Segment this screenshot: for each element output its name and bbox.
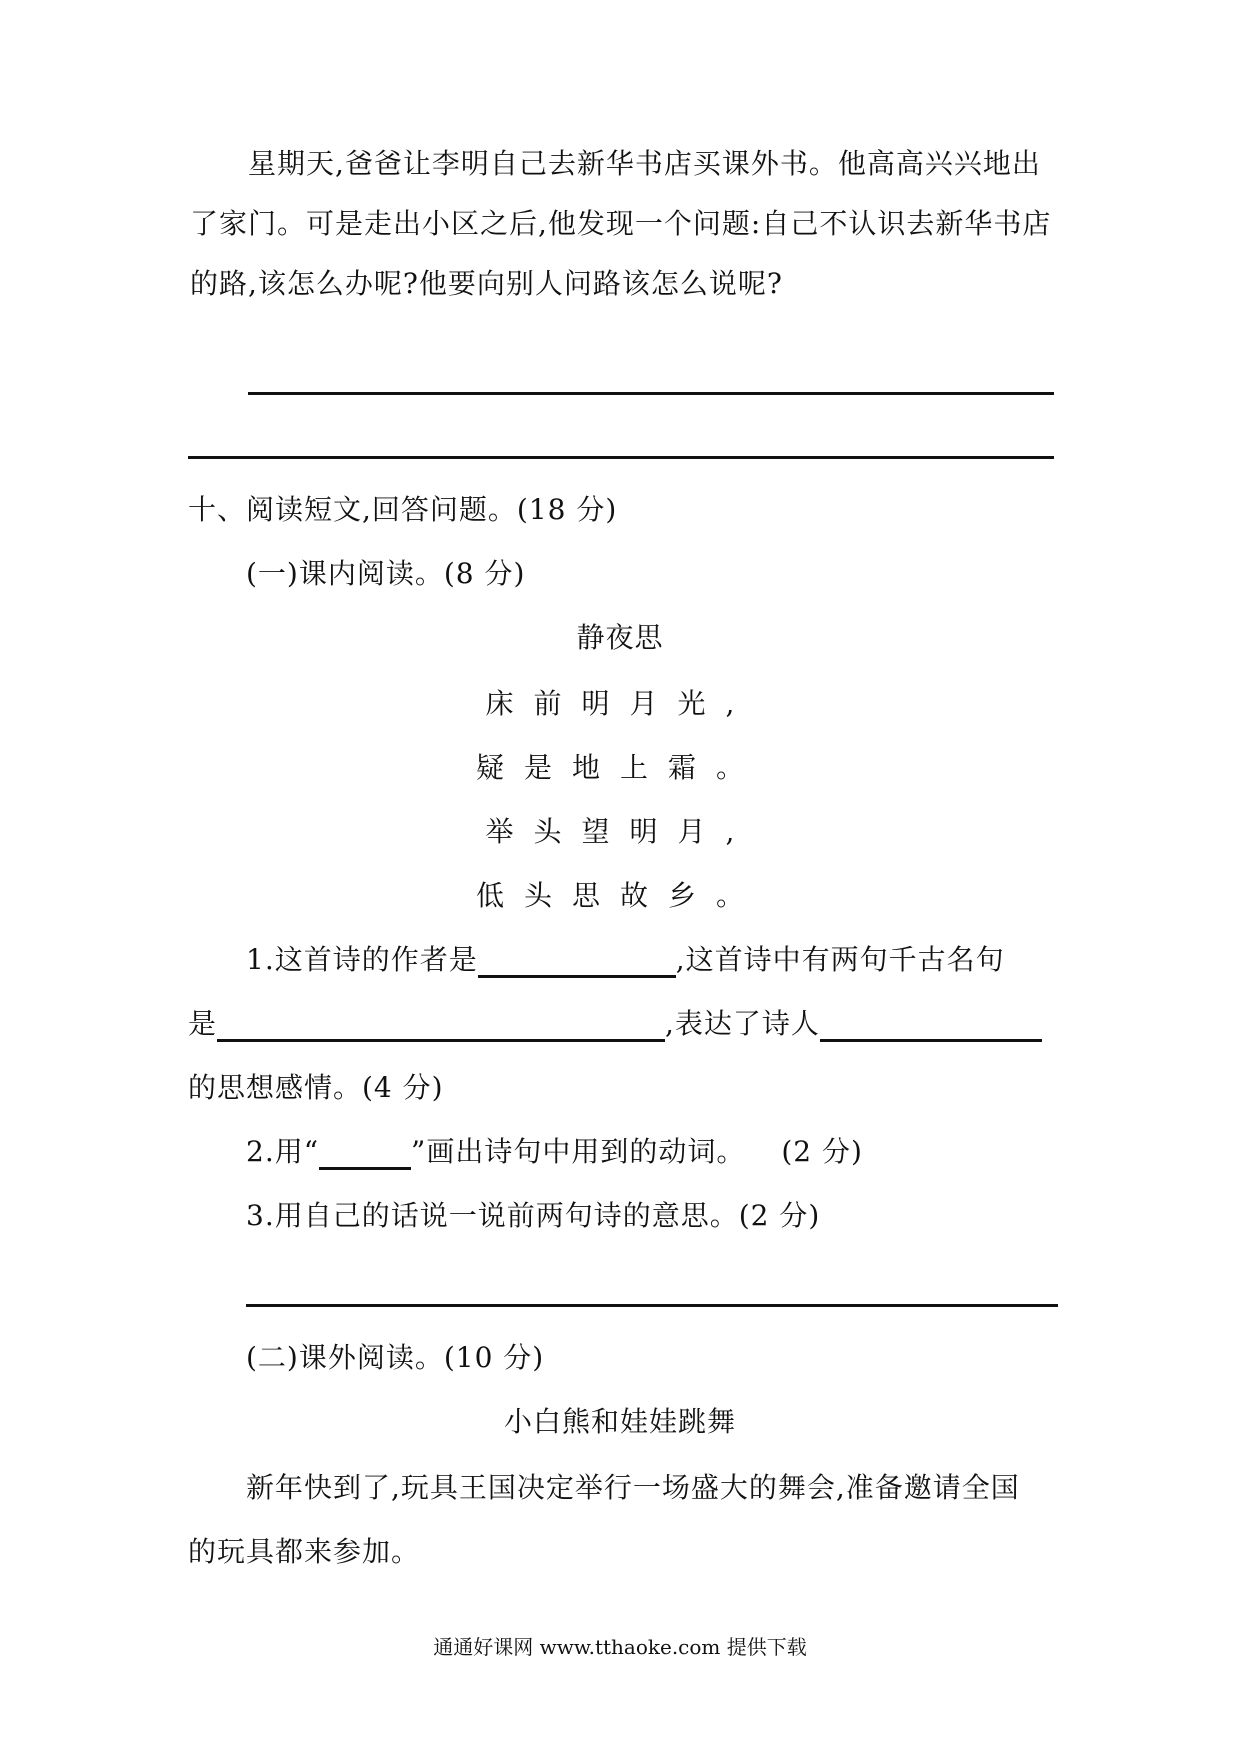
passage-line-2: 了家门。可是走出小区之后,他发现一个问题:自己不认识去新华书店: [190, 207, 1052, 240]
question-1-text: 是: [188, 1007, 218, 1040]
question-2-score: (2 分): [781, 1135, 863, 1168]
poem-title: 静夜思: [576, 621, 664, 654]
answer-line[interactable]: [246, 1304, 1058, 1307]
question-1-text: 1.这首诗的作者是: [246, 943, 478, 976]
answer-line[interactable]: [248, 392, 1054, 395]
footer-credit: 通通好课网 www.tthaoke.com 提供下载: [433, 1635, 807, 1659]
passage-line-1: 星期天,爸爸让李明自己去新华书店买课外书。他高高兴兴地出: [248, 147, 1041, 180]
question-1-text: ,这首诗中有两句千古名句: [675, 943, 1005, 976]
story-line-2: 的玩具都来参加。: [188, 1535, 421, 1568]
question-1-line-1: [246, 942, 1005, 978]
question-1-line-3: 的思想感情。(4 分): [188, 1071, 444, 1104]
question-1-text: ,表达了诗人: [665, 1007, 820, 1040]
poem-line: 低头思故乡。: [475, 879, 764, 912]
part1-heading: (一)课内阅读。(8 分): [246, 557, 526, 590]
feeling-blank[interactable]: [820, 1009, 1042, 1042]
passage-line-3: 的路,该怎么办呢?他要向别人问路该怎么说呢?: [190, 267, 783, 300]
story-title: 小白熊和娃娃跳舞: [503, 1405, 736, 1438]
part2-heading: (二)课外阅读。(10 分): [246, 1341, 545, 1374]
question-2-text: ”画出诗句中用到的动词。: [411, 1135, 746, 1168]
section-heading: 十、阅读短文,回答问题。(18 分): [188, 493, 618, 526]
poem-line: 举头望明月,: [485, 815, 755, 848]
question-1-line-2: [188, 1006, 1042, 1042]
poem-line: 床前明月光,: [485, 687, 755, 720]
underline-sample: [319, 1145, 411, 1170]
author-blank[interactable]: [478, 945, 676, 978]
story-line-1: 新年快到了,玩具王国决定举行一场盛大的舞会,准备邀请全国: [246, 1471, 1020, 1504]
question-3: 3.用自己的话说一说前两句诗的意思。(2 分): [246, 1199, 821, 1232]
famous-lines-blank[interactable]: [217, 1009, 665, 1042]
poem-line: 疑是地上霜。: [475, 751, 764, 784]
question-2-text: 2.用“: [246, 1135, 320, 1168]
question-2: [246, 1134, 863, 1170]
answer-line[interactable]: [188, 456, 1054, 459]
